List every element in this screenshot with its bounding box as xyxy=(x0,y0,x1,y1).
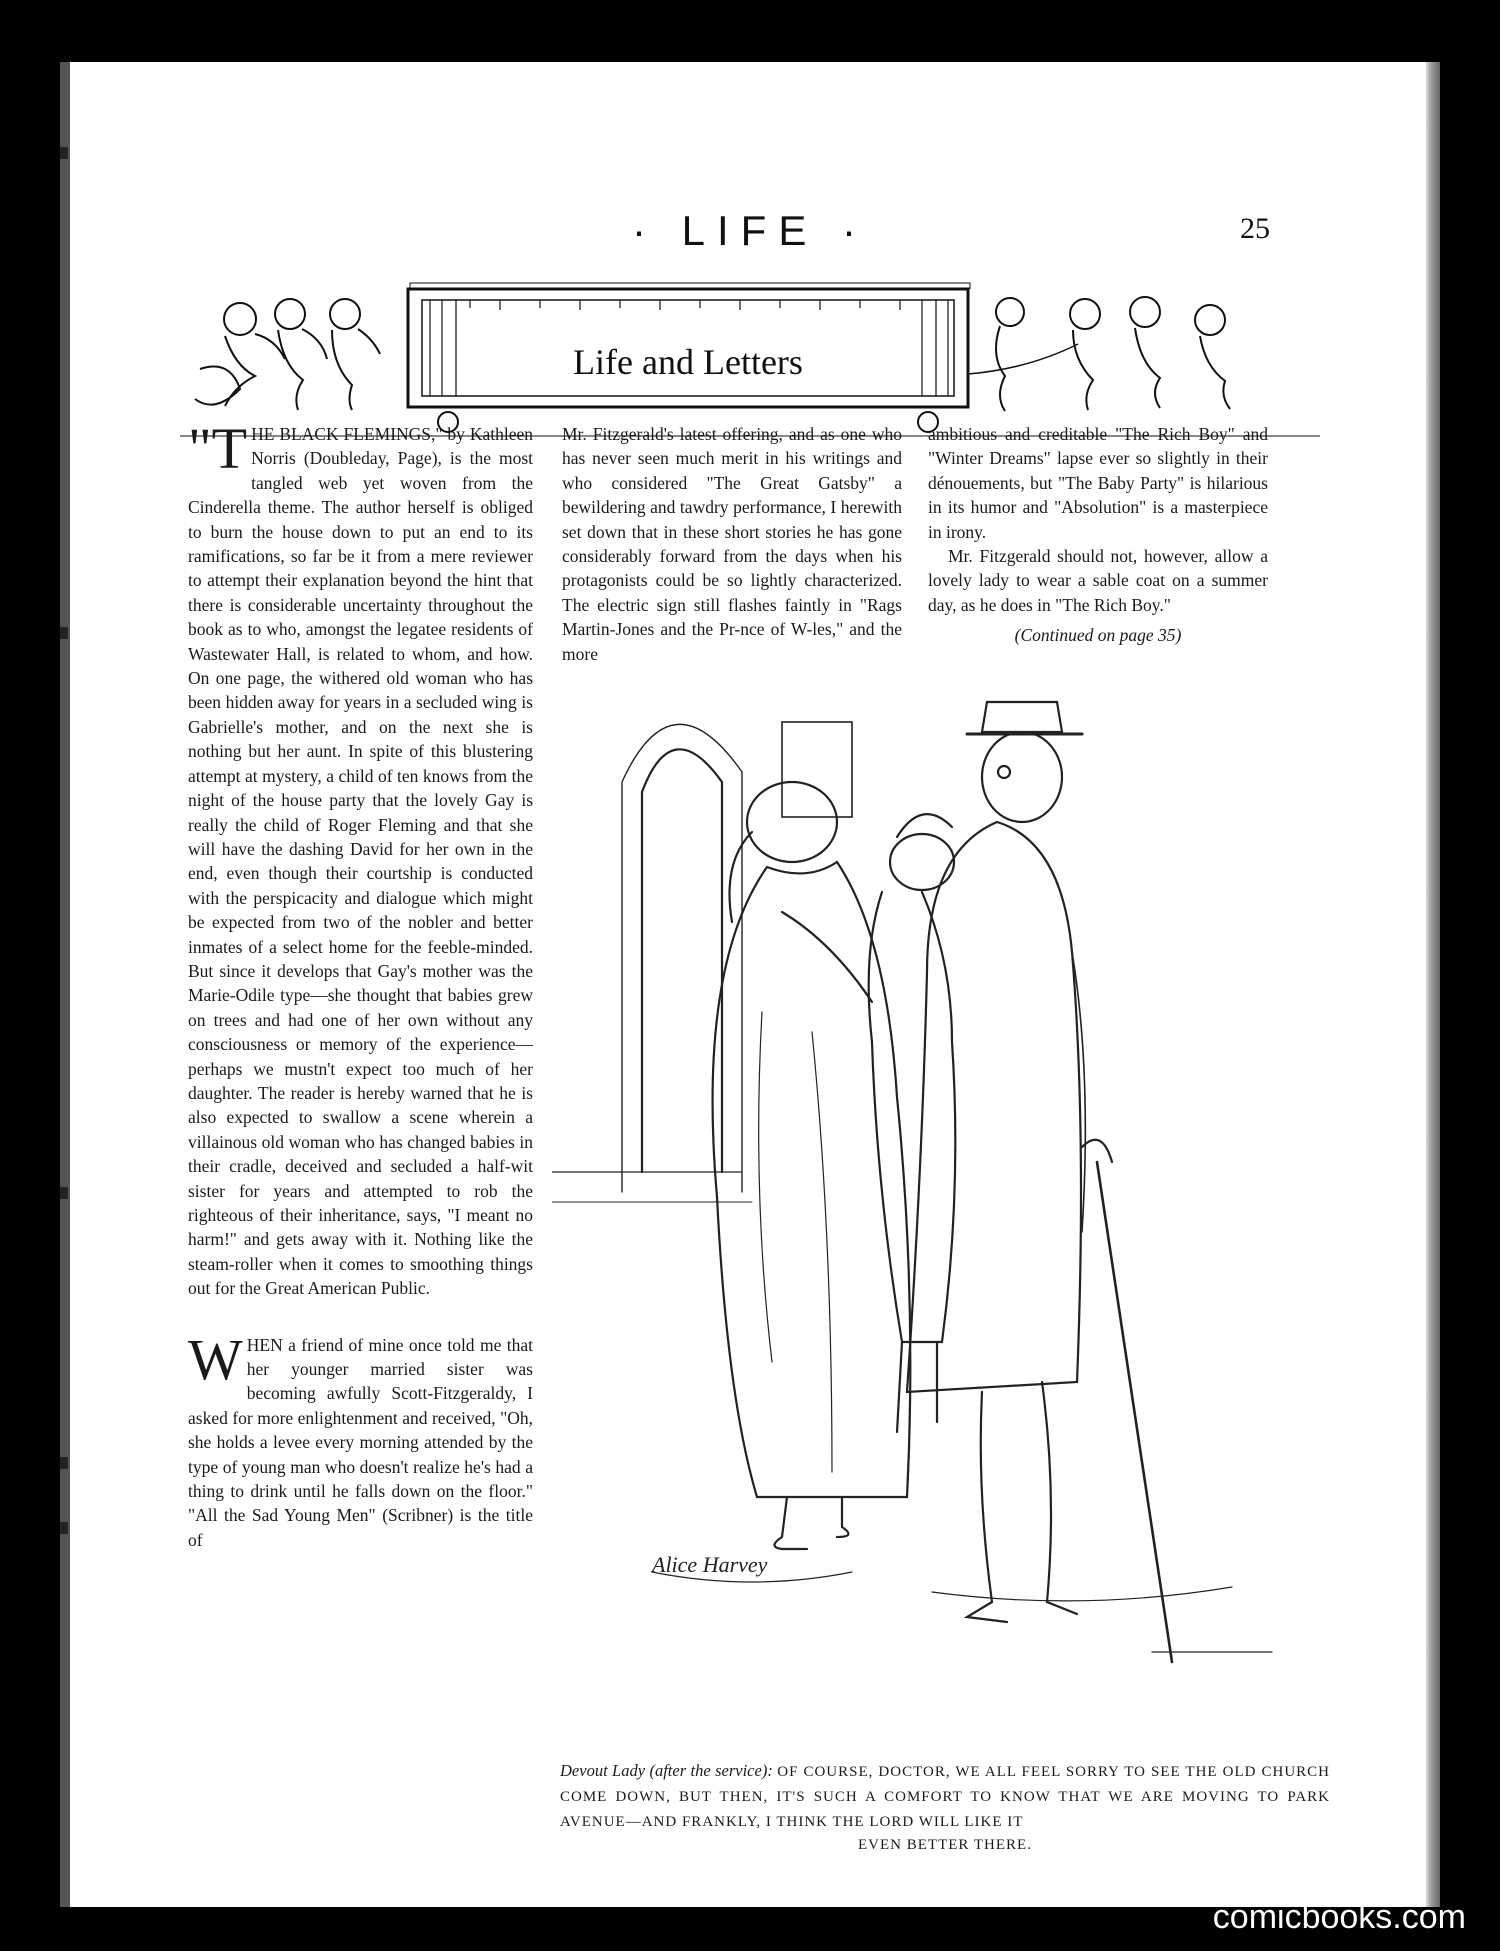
cherub-icon xyxy=(1195,305,1230,409)
walking-cane-icon xyxy=(1097,1162,1172,1662)
binding-mark xyxy=(60,147,68,159)
cherub-icon xyxy=(330,299,380,410)
church-door-icon xyxy=(642,749,722,1172)
caption-line-end: EVEN BETTER THERE. xyxy=(858,1837,1032,1853)
doctor-figure xyxy=(907,702,1172,1662)
magazine-page xyxy=(60,62,1440,1907)
notice-board xyxy=(782,722,852,817)
paragraph-text: HE BLACK FLEMINGS," by Kathleen Norris (Doubleday, Page), is the most tangled web yet woven from the Cinderella theme. The author herself is obliged to burn the house down to put an end to its ramifications, so far be it from a mere reviewer to attempt their explanation beyond the hint that there is considerable uncertainty throughout the book as to who, amongst the legatee residents of Wastewater Hall, is related to whom, and how. On one page, the withered old woman who has been hidden away for years in a secluded wing is Gabrielle's mother, and on the next she is nothing but her aunt. In spite of this blustering attempt at mystery, a child of ten knows from the night of the house party that the lovely Gay is really the child of Roger Fleming and that she will have the dashing David for her own in the end, even though their courtship is conducted with the perspicacity and dialogue which might be expected from two of the nobler and better inmates of a select home for the feeble-minded. But since it develops that Gay's mother was the Marie-Odile type—she thought that babies grew on trees and had one of her own without any consciousness or memory of the experience—perhaps we mustn't expect too much of her daughter. The reader is hereby warned that he is also expected to swallow a scene wherein a villainous old woman who has changed babies in their cradle, deceived and secluded a half-wit sister for years and attempted to rob the righteous of their inheritance, says, "I meant no harm!" and gets away with it. Nothing like the steam-roller when it comes to smoothing things out for the Great American Public. xyxy=(188,424,533,1299)
binding-mark xyxy=(60,1187,68,1199)
masthead: · LIFE · xyxy=(631,207,868,254)
life-and-letters-banner xyxy=(180,274,1320,442)
caption-speaker: Devout Lady (after the service): xyxy=(560,1761,773,1780)
column-2 xyxy=(562,422,902,666)
review-sad-young-men xyxy=(188,1326,533,1553)
paragraph-text: Mr. Fitzgerald should not, however, allow a lovely lady to wear a sable coat on a summer day, as he does in "The Rich Boy." xyxy=(928,546,1268,615)
top-hat-icon xyxy=(982,702,1062,732)
cartoon-illustration xyxy=(552,692,1332,1752)
page-number: 25 xyxy=(1240,212,1270,245)
column-1 xyxy=(188,416,533,1552)
caption-line: OF COURSE, DOCTOR, WE ALL FEEL SORRY TO SEE THE OLD CHURCH COME DOWN, BUT THEN, IT'S SUCH A COMFORT TO KNOW THAT WE ARE MOVING TO PARK AVENUE—AND FRANKLY, I THINK THE LORD WILL LIKE IT xyxy=(560,1764,1330,1830)
page-edge xyxy=(1426,62,1440,1907)
review-black-flemings xyxy=(188,416,533,1301)
wing-icon xyxy=(195,367,240,405)
page-header xyxy=(60,207,1440,255)
continued-note: (Continued on page 35) xyxy=(1014,625,1182,646)
binding-mark xyxy=(60,627,68,639)
artist-signature xyxy=(650,1552,768,1577)
paragraph-text: HEN a friend of mine once told me that her younger married sister was becoming awfully Scott-Fitzgeraldy, I asked for more enlightenment and received, "Oh, she holds a levee every morning attended by the type of young man who doesn't realize he's had a thing to drink until he falls down on the floor." "All the Sad Young Men" (Scribner) is the title of xyxy=(188,1334,533,1550)
cherub-icon xyxy=(996,298,1024,411)
binding-mark xyxy=(60,1457,68,1469)
pull-rope xyxy=(968,344,1078,374)
signature-text: Alice Harvey xyxy=(652,1552,768,1577)
paragraph-text: ambitious and creditable "The Rich Boy" and "Winter Dreams" lapse ever so slightly in their dénouements, but "The Baby Party" is hilarious in its humor and "Absolution" is a masterpiece in irony. xyxy=(928,424,1268,542)
drop-cap: "T xyxy=(188,416,248,481)
drop-cap: W xyxy=(188,1326,243,1392)
cartoon-caption xyxy=(560,1759,1330,1857)
binding-spine xyxy=(60,62,70,1907)
watermark: comicbooks.com xyxy=(1212,1898,1466,1936)
cherub-icon xyxy=(1070,299,1100,410)
paragraph-text: Mr. Fitzgerald's latest offering, and as one who has never seen much merit in his writings and who considered "The Great Gatsby" a bewildering and tawdry performance, I herewith set down that in these short stories he has gone considerably forward from the days when his protagonists could be so lightly characterized. The electric sign still flashes faintly in "Rags Martin-Jones and the Pr-nce of W-les," and the more xyxy=(562,424,902,664)
column-3 xyxy=(928,422,1268,648)
cherub-icon xyxy=(1130,297,1160,408)
binding-mark xyxy=(60,1522,68,1534)
child-figure xyxy=(869,814,956,1432)
banner-title: Life and Letters xyxy=(573,342,803,382)
